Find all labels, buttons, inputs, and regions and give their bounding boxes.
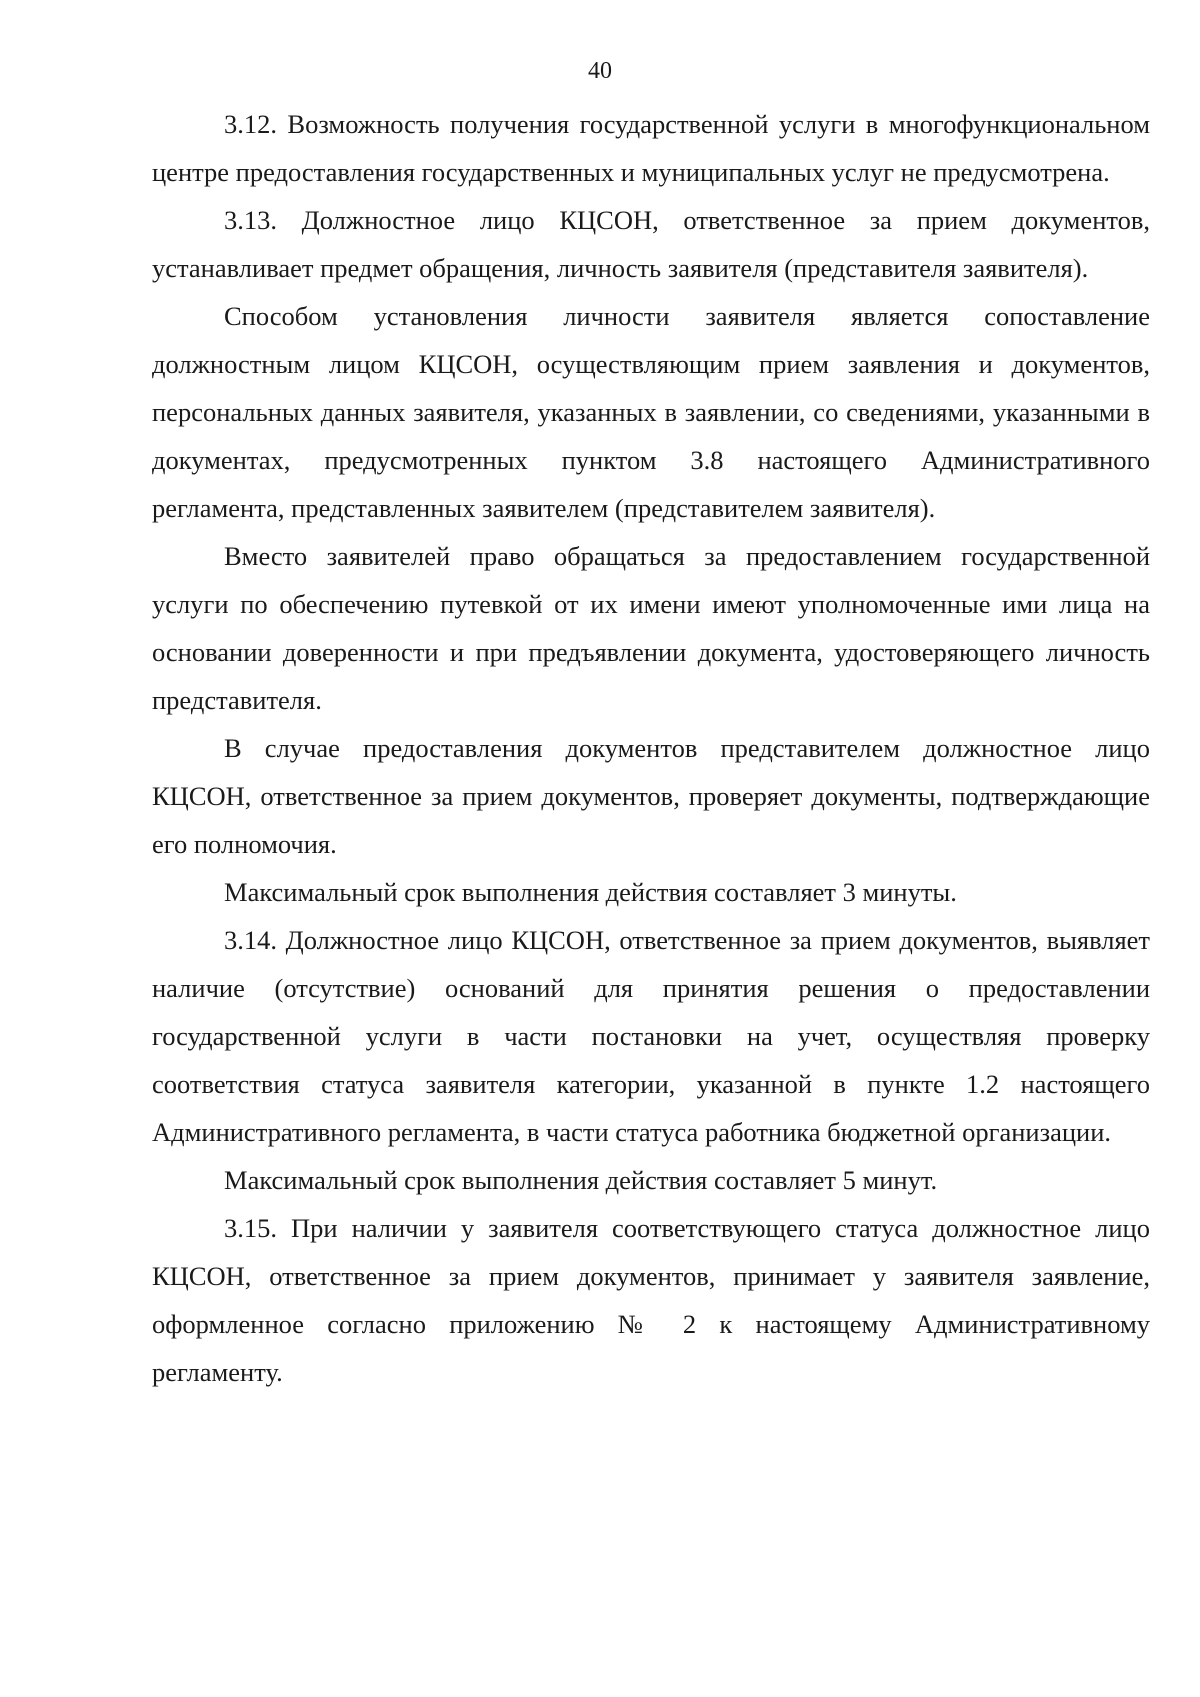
paragraph-max-time-3-min: Максимальный срок выполнения действия составляет 3 минуты. <box>224 877 957 907</box>
paragraph-identity-check: Способом установления личности заявителя является сопоставление должностным лицом КЦСОН, осуществляющим прием заявления и документов, персональных данных заявителя, указанных в заявлении, со сведениями, указанными в документах, предусмотренных пунктом 3.8 настоящего Административного регламента, представленных заявителем (представителем заявителя). <box>152 301 1150 523</box>
paragraph-3-13: 3.13. Должностное лицо КЦСОН, ответственное за прием документов, устанавливает предмет обращения, личность заявителя (представителя заявителя). <box>152 205 1150 283</box>
paragraph-3-15: 3.15. При наличии у заявителя соответствующего статуса должностное лицо КЦСОН, ответственное за прием документов, принимает у заявителя заявление, оформленное согласно приложению № 2 к настоящему Административному регламенту. <box>152 1213 1150 1387</box>
paragraph-3-12: 3.12. Возможность получения государственной услуги в многофункциональном центре предоставления государственных и муниципальных услуг не предусмотрена. <box>152 109 1150 187</box>
paragraph-3-14: 3.14. Должностное лицо КЦСОН, ответственное за прием документов, выявляет наличие (отсутствие) оснований для принятия решения о предоставлении государственной услуги в части постановки на учет, осуществляя проверку соответствия статуса заявителя категории, указанной в пункте 1.2 настоящего Административного регламента, в части статуса работника бюджетной организации. <box>152 925 1150 1147</box>
document-body <box>152 100 1150 1396</box>
paragraph-representatives: Вместо заявителей право обращаться за предоставлением государственной услуги по обеспечению путевкой от их имени имеют уполномоченные ими лица на основании доверенности и при предъявлении документа, удостоверяющего личность представителя. <box>152 541 1150 715</box>
page-number: 40 <box>588 58 612 84</box>
paragraph-max-time-5-min: Максимальный срок выполнения действия составляет 5 минут. <box>224 1165 938 1195</box>
paragraph-representative-documents: В случае предоставления документов представителем должностное лицо КЦСОН, ответственное за прием документов, проверяет документы, подтверждающие его полномочия. <box>152 733 1150 859</box>
